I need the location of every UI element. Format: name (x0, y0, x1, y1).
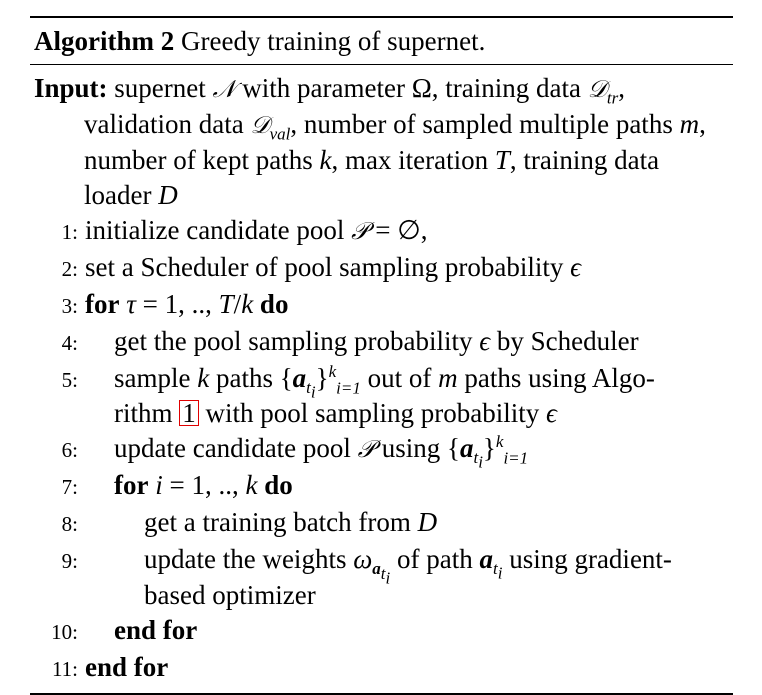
line-number: 11: (51, 657, 78, 682)
line-number: 4: (61, 331, 78, 355)
line-number: 8: (61, 512, 78, 536)
algorithm-caption (30, 18, 733, 64)
input-label: Input: (34, 73, 108, 103)
line-text: update the weights $\omega_{a_{t_i}}$ of path $a_{t_i}$ using gradient- based optimizer (144, 544, 672, 611)
line-number: 10: (51, 620, 78, 645)
algo-line-8 (30, 505, 733, 542)
line-number: 9: (61, 549, 78, 573)
line-text: for i = 1, .., k do (114, 470, 293, 500)
algo-line-11 (30, 650, 733, 687)
line-text: get the pool sampling probability ϵ by Scheduler (114, 326, 639, 356)
algorithm-body (30, 65, 733, 687)
algo-line-9 (30, 542, 733, 613)
line-text: for τ = 1, .., T/k do (85, 289, 289, 319)
line-number: 7: (61, 475, 78, 499)
keyword-end-for: end for (114, 615, 198, 646)
line-text: update candidate pool 𝒫 using $\{a_{t_i}\}^k_{i=1}$ (114, 432, 529, 472)
line-text: initialize candidate pool 𝒫 = ∅, (85, 215, 428, 245)
input-block: Input: supernet 𝒩 with parameter Ω, training data 𝒟$_{tr}$, validation data 𝒟$_{val}$, number of sampled multiple paths m, number of kept paths k, max iteration T, training data loader D (34, 73, 706, 210)
line-text: set a Scheduler of pool sampling probability ϵ (85, 252, 582, 282)
algo-line-4 (30, 324, 733, 361)
keyword-do: do (259, 289, 289, 319)
line-number: 3: (61, 294, 78, 318)
line-text: sample k paths $\{a_{t_i}\}^k_{i=1}$ out of m paths using Algo- rithm 1 with pool sampling probability ϵ (114, 362, 655, 428)
algo-line-2 (30, 250, 733, 287)
algo-line-10 (30, 613, 733, 650)
line-number: 5: (61, 368, 78, 392)
algo-line-1 (30, 213, 733, 250)
keyword-do: do (264, 470, 293, 500)
keyword-end-for: end for (85, 652, 169, 683)
algorithm-reference-link[interactable]: 1 (179, 400, 199, 426)
algorithm-box (30, 16, 733, 695)
caption-label: Algorithm 2 (34, 26, 175, 56)
line-number: 2: (61, 257, 78, 281)
line-text: get a training batch from D (144, 507, 438, 537)
algo-line-3 (30, 287, 733, 324)
algo-line-7 (30, 468, 733, 505)
caption-title: Greedy training of supernet. (180, 26, 486, 56)
algo-line-5 (30, 361, 733, 431)
line-number: 6: (61, 438, 78, 462)
algo-line-6 (30, 431, 733, 472)
keyword-for: for (85, 289, 120, 319)
line-number: 1: (61, 220, 78, 244)
keyword-for: for (114, 470, 149, 500)
